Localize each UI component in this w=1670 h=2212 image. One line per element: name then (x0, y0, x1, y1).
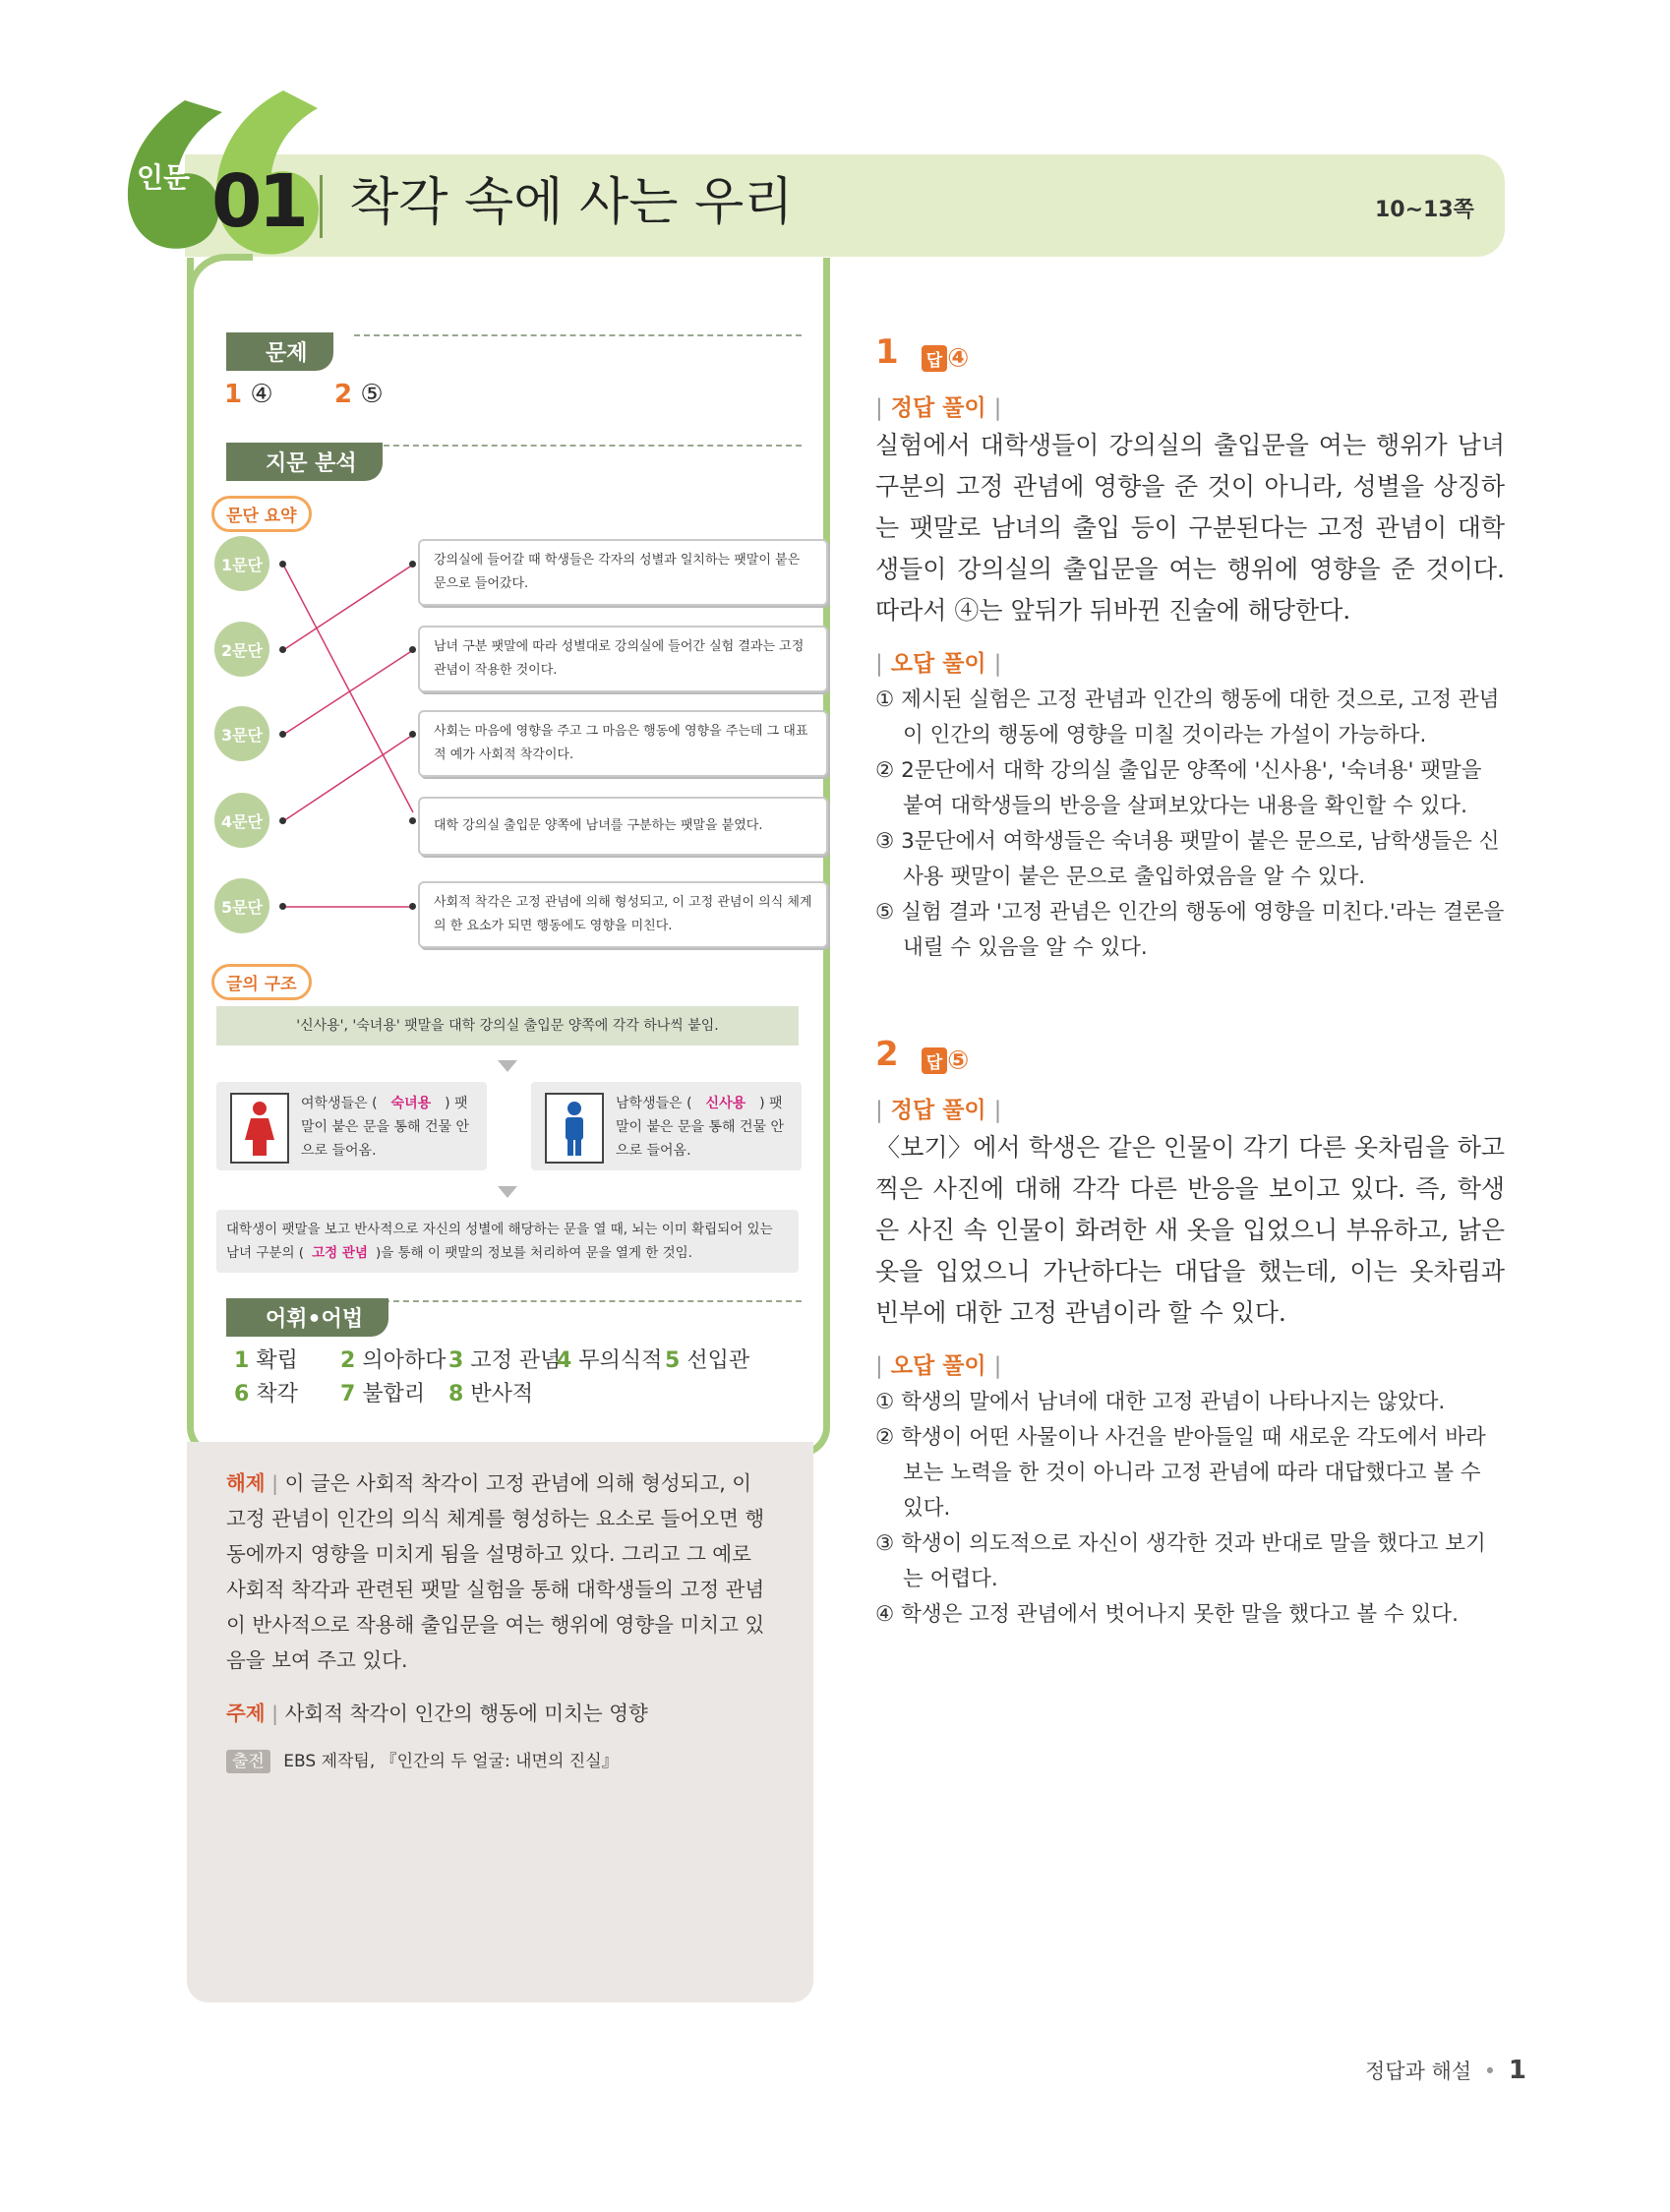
divider (374, 445, 802, 447)
answer-badge: 답 (922, 1047, 947, 1074)
list-item: ④ 학생은 고정 관념에서 벗어나지 못한 말을 했다고 볼 수 있다. (875, 1602, 1459, 1627)
list-item: ① 학생의 말에서 남녀에 대한 고정 관념이 나타나지는 않았다. (875, 1390, 1446, 1414)
matching-lines (275, 551, 423, 915)
female-keyword: 숙녀용 (390, 1096, 432, 1111)
stereotype-keyword: 고정 관념 (312, 1245, 368, 1261)
paragraph-1: 1문단 (214, 536, 269, 591)
divider (354, 334, 802, 336)
dot (409, 731, 416, 738)
page-number: 1 (1508, 2056, 1526, 2085)
summary-box-b: 남녀 구분 팻말에 따라 성별대로 강의실에 들어간 실험 결과는 고정 관념이 작용한 것이다. (418, 626, 828, 692)
structure-pill: 글의 구조 (211, 964, 312, 1000)
dot (279, 731, 286, 738)
dot (409, 561, 416, 568)
q1-correct-text: 실험에서 대학생들이 강의실의 출입문을 여는 행위가 남녀 구분의 고정 관념에 영향을 준 것이 아니라, 성별을 상징하는 팻말로 남녀의 출입 등이 구분된다는 고정 관념이 대학생들이 강의실의 출입문을 여는 행위에 영향을 준 것이다. 따라서 ④는 앞뒤가 뒤바뀐 진술에 해당한다. (875, 431, 1505, 625)
q2-wrong-head: | 오답 풀이 | (875, 1353, 1002, 1379)
q2-correct-text: 〈보기〉에서 학생은 같은 인물이 각기 다른 옷차림을 하고 찍은 사진에 대해 각각 다른 반응을 보이고 있다. 즉, 학생은 사진 속 인물이 화려한 새 옷을 입었으니 부유하고, 낡은 옷을 입었으니 가난하다는 대답을 했는데, 이는 옷차림과 빈부에 대한 고정 관념이라 할 수 있다. (875, 1133, 1505, 1327)
q1-wrong-list (875, 683, 1505, 966)
answer-1: 1 ④ (224, 380, 273, 409)
q2-correct-head: | 정답 풀이 | (875, 1098, 1002, 1123)
male-box: 남학생들은 ( 신사용 ) 팻말이 붙은 문을 통해 건물 안으로 들어옴. (531, 1082, 802, 1170)
q1-wrong-head: | 오답 풀이 | (875, 651, 1002, 677)
paragraph-5: 5문단 (214, 878, 269, 933)
dot (409, 817, 416, 824)
chapter-number: 01 (211, 159, 305, 244)
paragraph-3: 3문단 (214, 706, 269, 761)
dot (409, 646, 416, 653)
title-divider (320, 175, 323, 238)
dot (409, 903, 416, 910)
vocab-row-2: 6 착각 (234, 1382, 298, 1406)
female-icon (232, 1095, 287, 1162)
list-item: ⑤ 실험 결과 '고정 관념은 인간의 행동에 영향을 미친다.'라는 결론을 내릴 수 있음을 알 수 있다. (875, 900, 1505, 960)
list-item: ③ 학생이 의도적으로 자신이 생각한 것과 반대로 말을 했다고 보기는 어렵다. (875, 1531, 1486, 1591)
structure-top: '신사용', '숙녀용' 팻말을 대학 강의실 출입문 양쪽에 각각 하나씩 붙임. (216, 1006, 799, 1046)
structure-bottom: 대학생이 팻말을 보고 반사적으로 자신의 성별에 해당하는 문을 열 때, 뇌는 이미 확립되어 있는 남녀 구분의 ( 고정 관념 )을 통해 이 팻말의 정보를 처리하여 문을 열게 한 것임. (216, 1210, 799, 1273)
summary-box-a: 강의실에 들어갈 때 학생들은 각자의 성별과 일치하는 팻말이 붙은 문으로 들어갔다. (418, 539, 828, 606)
explanation-text: 해제 | 이 글은 사회적 착각이 고정 관념에 의해 형성되고, 이 고정 관념이 인간의 의식 체계를 형성하는 요소로 들어오면 행동에까지 영향을 미치게 됨을 설명하고 있다. 그리고 그 예로 사회적 착각과 관련된 팻말 실험을 통해 대학생들의 고정 관념이 반사적으로 작용해 출입문을 여는 행위에 영향을 미치고 있음을 보여 주고 있다. (226, 1471, 765, 1672)
problems-label: 문제 (226, 332, 333, 371)
q1-header: 1 답 ④ (875, 332, 970, 374)
summary-box-c: 사회는 마음에 영향을 주고 그 마음은 행동에 영향을 주는데 그 대표적 예가 사회적 착각이다. (418, 710, 828, 777)
arrow-down-icon (498, 1186, 517, 1198)
vocab-label: 어휘•어법 (226, 1298, 388, 1337)
list-item: ① 제시된 실험은 고정 관념과 인간의 행동에 대한 것으로, 고정 관념이 인간의 행동에 영향을 미칠 것이라는 가설이 가능하다. (875, 688, 1500, 747)
summary-pill: 문단 요약 (211, 496, 312, 532)
category-badge: 인문 (136, 161, 191, 194)
dot (279, 561, 286, 568)
q1-correct-head: | 정답 풀이 | (875, 395, 1002, 421)
male-sign (545, 1093, 604, 1164)
theme-line: 주제 | 사회적 착각이 인간의 행동에 미치는 영향 (226, 1702, 648, 1725)
source-tag: 출전 (226, 1750, 270, 1773)
page-range: 10~13쪽 (1375, 198, 1474, 222)
q2-wrong-list (875, 1385, 1505, 1633)
divider (374, 1300, 802, 1302)
dot (279, 817, 286, 824)
q2-header: 2 답 ⑤ (875, 1035, 970, 1076)
vocab-row-1: 1 확립 (234, 1348, 298, 1373)
dot (279, 646, 286, 653)
paragraph-4: 4문단 (214, 793, 269, 848)
summary-box-e: 사회적 착각은 고정 관념에 의해 형성되고, 이 고정 관념이 의식 체계의 한 요소가 되면 행동에도 영향을 미친다. (418, 881, 828, 948)
male-keyword: 신사용 (705, 1096, 746, 1111)
female-sign (230, 1093, 289, 1164)
summary-box-d: 대학 강의실 출입문 양쪽에 남녀를 구분하는 팻말을 붙였다. (418, 797, 828, 856)
answer-badge: 답 (922, 345, 947, 372)
page-footer: 정답과 해설 • 1 (1365, 2056, 1526, 2085)
female-box: 여학생들은 ( 숙녀용 ) 팻말이 붙은 문을 통해 건물 안으로 들어옴. (216, 1082, 487, 1170)
list-item: ③ 3문단에서 여학생들은 숙녀용 팻말이 붙은 문으로, 남학생들은 신사용 팻말이 붙은 문으로 출입하였음을 알 수 있다. (875, 829, 1500, 889)
chapter-title: 착각 속에 사는 우리 (349, 173, 794, 232)
dot (279, 903, 286, 910)
list-item: ② 2문단에서 대학 강의실 출입문 양쪽에 '신사용', '숙녀용' 팻말을 붙여 대학생들의 반응을 살펴보았다는 내용을 확인할 수 있다. (875, 758, 1482, 818)
paragraph-2: 2문단 (214, 622, 269, 677)
list-item: ② 학생이 어떤 사물이나 사건을 받아들일 때 새로운 각도에서 바라보는 노력을 한 것이 아니라 고정 관념에 따라 대답했다고 볼 수 있다. (875, 1425, 1486, 1521)
source-line: 출전 EBS 제작팀, 『인간의 두 얼굴: 내면의 진실』 (226, 1747, 619, 1771)
male-icon (547, 1095, 602, 1162)
arrow-down-icon (498, 1060, 517, 1072)
answer-2: 2 ⑤ (334, 380, 384, 409)
analysis-label: 지문 분석 (226, 443, 383, 481)
